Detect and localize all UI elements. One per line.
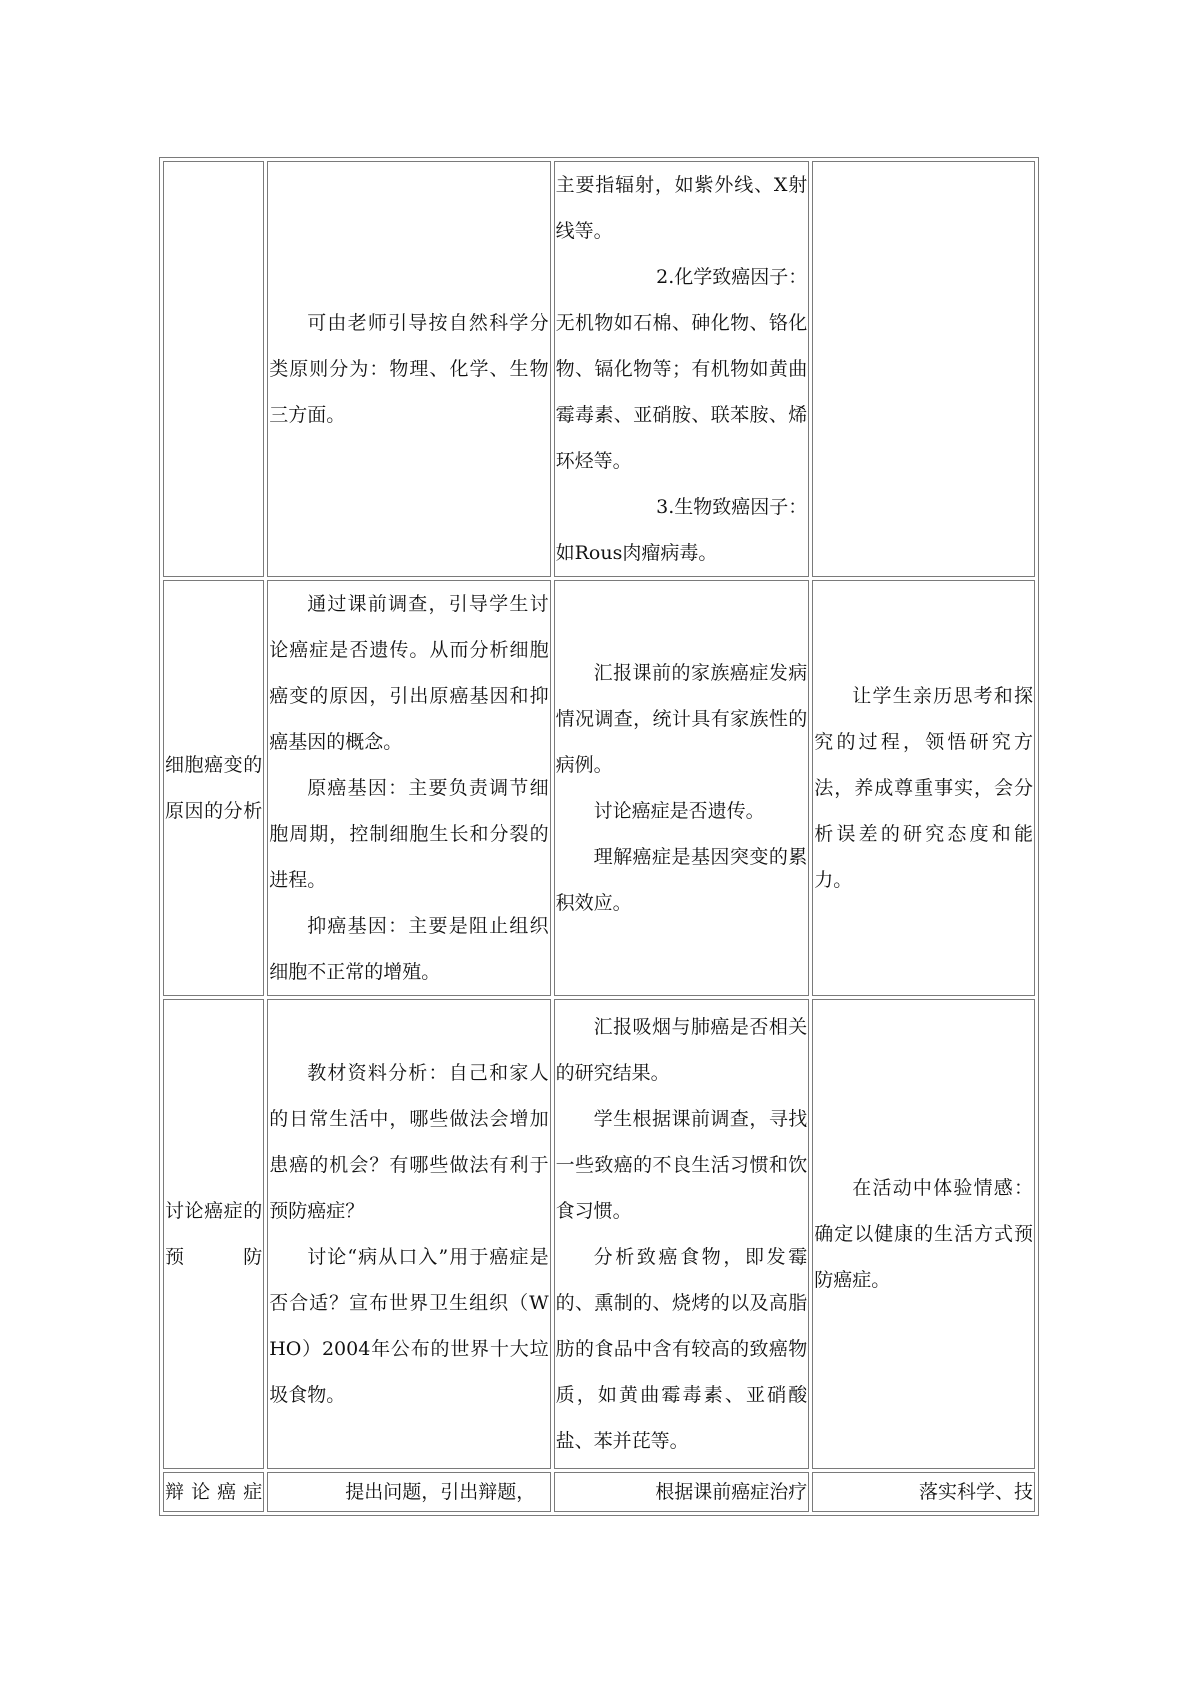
student-paragraph: 讨论癌症是否遗传。 <box>593 800 765 822</box>
design-intent-cell <box>812 1472 1035 1512</box>
student-paragraph: 2.化学致癌因子： <box>656 266 808 288</box>
teacher-activity-cell <box>267 161 550 577</box>
teacher-paragraph: 原癌基因：主要负责调节细胞周期，控制细胞生长和分裂的进程。 <box>269 777 549 891</box>
intent-paragraph: 在活动中体验情感：确定以健康的生活方式预防癌症。 <box>814 1177 1033 1291</box>
student-activity-cell <box>554 1472 810 1512</box>
student-paragraph: 分析致癌食物，即发霉的、熏制的、烧烤的以及高脂肪的食品中含有较高的致癌物质，如黄曲霉毒素、亚硝酸盐、苯并芘等。 <box>555 1246 808 1452</box>
teacher-paragraph: 提出问题，引出辩题， <box>345 1481 536 1503</box>
student-paragraph: 汇报吸烟与肺癌是否相关的研究结果。 <box>555 1016 808 1084</box>
student-paragraph: 3.生物致癌因子： <box>656 496 808 518</box>
student-paragraph: 理解癌症是基因突变的累积效应。 <box>555 846 808 914</box>
topic-cell <box>163 161 264 577</box>
student-paragraph: 汇报课前的家族癌症发病情况调查，统计具有家族性的病例。 <box>555 662 808 776</box>
teacher-paragraph: 通过课前调查，引导学生讨论癌症是否遗传。从而分析细胞癌变的原因，引出原癌基因和抑癌基因的概念。 <box>269 593 549 753</box>
student-activity-cell <box>554 580 810 996</box>
table-row <box>163 161 1035 577</box>
table-row <box>163 1472 1035 1512</box>
design-intent-cell <box>812 580 1035 996</box>
topic-label: 辩论癌症 <box>165 1481 263 1503</box>
intent-paragraph: 让学生亲历思考和探究的过程，领悟研究方法，养成尊重事实，会分析误差的研究态度和能力。 <box>814 685 1033 891</box>
topic-cell <box>163 999 264 1469</box>
lesson-plan-table <box>159 157 1039 1516</box>
teacher-activity-cell <box>267 580 550 996</box>
student-paragraph: 主要指辐射，如紫外线、X射线等。 <box>555 174 808 242</box>
teacher-paragraph: 教材资料分析：自己和家人的日常生活中，哪些做法会增加患癌的机会？有哪些做法有利于预防癌症？ <box>269 1062 549 1222</box>
teacher-paragraph: 可由老师引导按自然科学分类原则分为：物理、化学、生物三方面。 <box>269 312 549 426</box>
student-activity-cell <box>554 999 810 1469</box>
student-paragraph: 根据课前癌症治疗 <box>655 1481 808 1503</box>
topic-label: 细胞癌变的原因的分析 <box>165 754 263 822</box>
design-intent-cell <box>812 999 1035 1469</box>
table-row <box>163 999 1035 1469</box>
student-activity-cell <box>554 161 810 577</box>
teacher-paragraph: 讨论“病从口入”用于癌症是否合适？宣布世界卫生组织（WHO）2004年公布的世界十大垃圾食物。 <box>269 1246 549 1406</box>
student-paragraph: 学生根据课前调查，寻找一些致癌的不良生活习惯和饮食习惯。 <box>555 1108 808 1222</box>
teacher-activity-cell <box>267 1472 550 1512</box>
student-paragraph: 如Rous肉瘤病毒。 <box>555 542 718 564</box>
design-intent-cell <box>812 161 1035 577</box>
topic-label: 讨论癌症的预防 <box>165 1200 263 1268</box>
intent-paragraph: 落实科学、技 <box>918 1481 1033 1503</box>
teacher-activity-cell <box>267 999 550 1469</box>
student-paragraph: 无机物如石棉、砷化物、铬化物、镉化物等；有机物如黄曲霉毒素、亚硝胺、联苯胺、烯环烃等。 <box>555 312 808 472</box>
table-row <box>163 580 1035 996</box>
topic-cell <box>163 1472 264 1512</box>
topic-cell <box>163 580 264 996</box>
teacher-paragraph: 抑癌基因：主要是阻止组织细胞不正常的增殖。 <box>269 915 549 983</box>
